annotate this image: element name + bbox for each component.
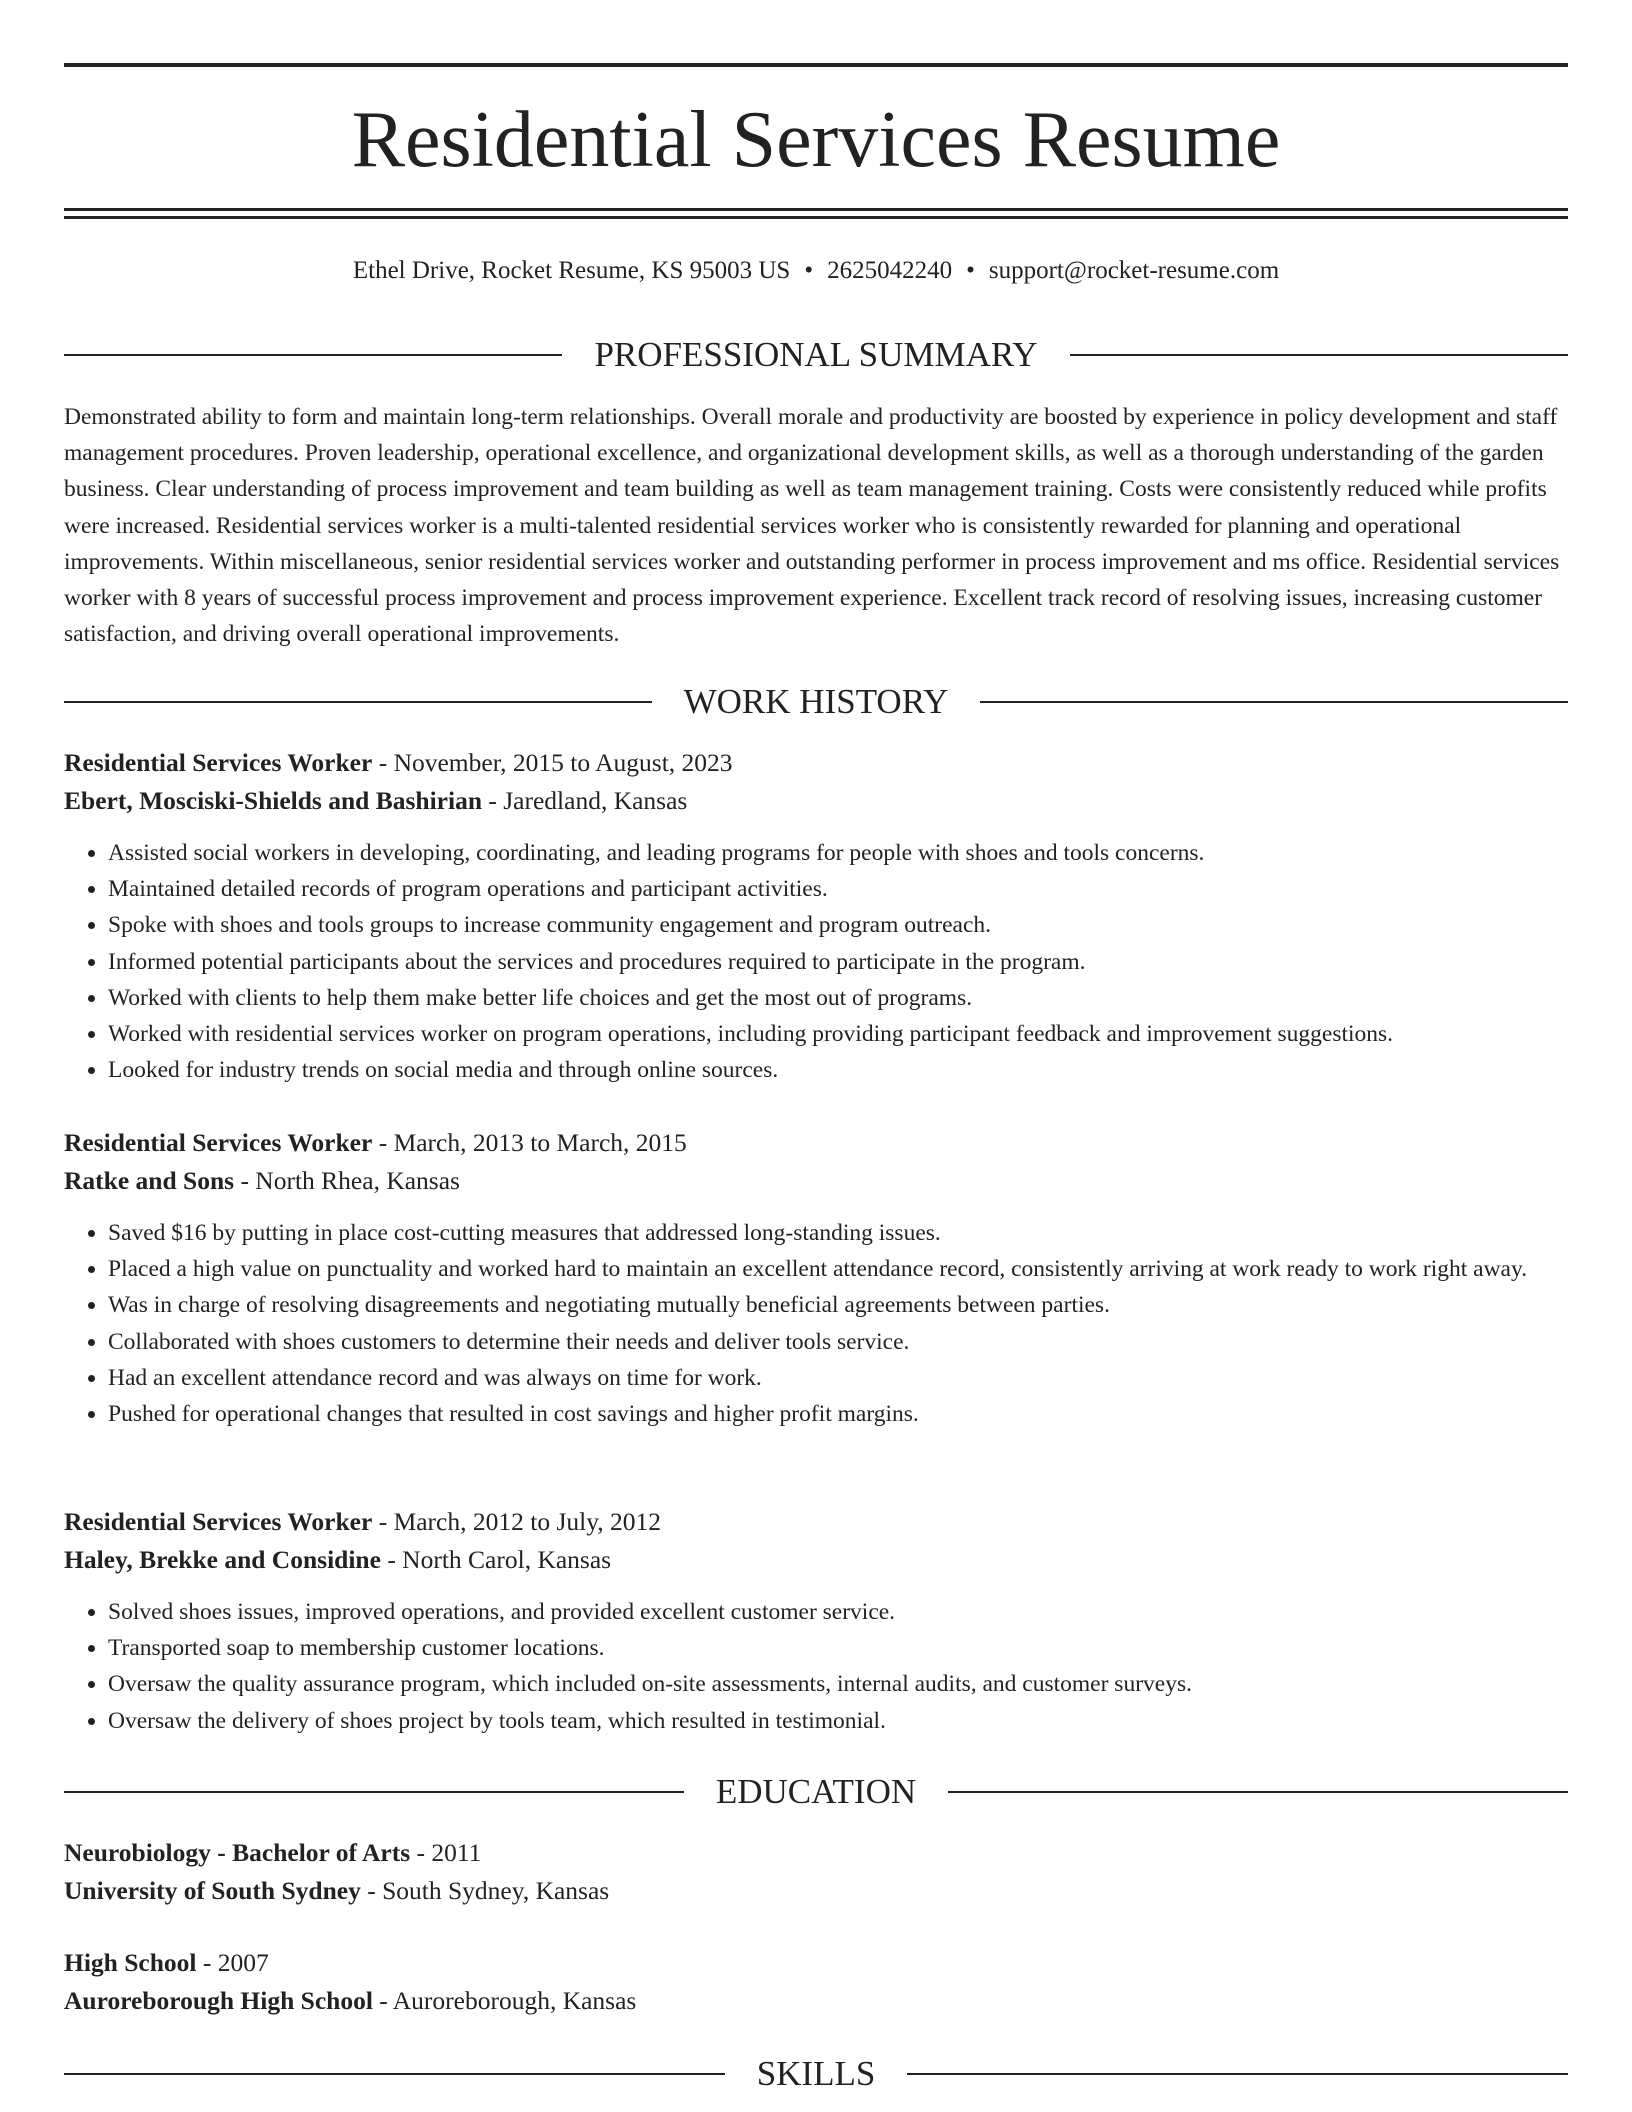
job-role: Residential Services Worker [64, 748, 373, 777]
job-bullet: • Looked for industry trends on social media and through online sources. [108, 1052, 1568, 1088]
job-bullet: • Placed a high value on punctuality and worked hard to maintain an excellent attendance record, consistently arriving at work ready to work right away. [108, 1251, 1568, 1287]
summary-text: Demonstrated ability to form and maintain long-term relationships. Overall morale and productivity are boosted by experience in policy development and staff management procedures. Proven leadership, operational excellence, and organizational development skills, as well as a thorough understanding of the garden business. Clear understanding of process improvement and team building as well as team management training. Costs were consistently reduced while profits were increased. Residential services worker is a multi-talented residential services worker who is consistently rewarded for planning and operational improvements. Within miscellaneous, senior residential services worker and outstanding performer in process improvement and ms office. Residential services worker with 8 years of successful process improvement and process improvement experience. Excellent track record of resolving issues, increasing customer satisfaction, and driving overall operational improvements. [64, 404, 1560, 648]
job-bullet: • Oversaw the delivery of shoes project by tools team, which resulted in testimonial. [108, 1703, 1568, 1739]
section-rule-left [64, 701, 652, 703]
job-bullet: • Had an excellent attendance record and was always on time for work. [108, 1360, 1568, 1396]
job-company: Ratke and Sons [64, 1166, 235, 1195]
section-rule-right [907, 2073, 1568, 2075]
education-school-line [64, 1982, 1568, 2020]
section-rule-left [64, 354, 562, 356]
education-degree-line [64, 1944, 1568, 1982]
job-location: - North Carol, Kansas [380, 1545, 612, 1574]
job-title-line [64, 1124, 1568, 1162]
section-header-summary [64, 333, 1568, 377]
resume-title: Residential Services Resume [351, 96, 1281, 184]
education-school-line [64, 1872, 1568, 1910]
education-year: - 2011 [410, 1838, 482, 1867]
contact-email: support@rocket-resume.com [988, 257, 1280, 284]
job-bullet: • Was in charge of resolving disagreements and negotiating mutually beneficial agreements between parties. [108, 1287, 1568, 1323]
job-bullets [64, 1594, 1568, 1739]
section-rule-left [64, 1791, 684, 1793]
education-entry [64, 1834, 1568, 1910]
job-bullet: • Informed potential participants about the services and procedures required to participate in the program. [108, 944, 1568, 980]
section-header-skills [64, 2052, 1568, 2096]
job-bullets [64, 835, 1568, 1088]
job-role: Residential Services Worker [64, 1128, 373, 1157]
job-bullet: • Maintained detailed records of program operations and participant activities. [108, 871, 1568, 907]
job-bullet: • Oversaw the quality assurance program, which included on-site assessments, internal audits, and customer surveys. [108, 1666, 1568, 1702]
job-location: - North Rhea, Kansas [234, 1166, 460, 1195]
education-entry [64, 1944, 1568, 2020]
section-title-skills: SKILLS [756, 2054, 876, 2093]
job-dates: - March, 2013 to March, 2015 [372, 1128, 687, 1157]
education-year: - 2007 [196, 1948, 269, 1977]
section-title-work: WORK HISTORY [683, 682, 949, 721]
job-location: - Jaredland, Kansas [482, 786, 688, 815]
education-school: University of South Sydney [64, 1876, 361, 1905]
education-location: - South Sydney, Kansas [360, 1876, 610, 1905]
section-title-education: EDUCATION [715, 1772, 917, 1811]
job-bullet: • Worked with residential services worker on program operations, including providing participant feedback and improvement suggestions. [108, 1016, 1568, 1052]
contact-separator: • [966, 257, 975, 284]
job-bullet: • Assisted social workers in developing, coordinating, and leading programs for people with shoes and tools concerns. [108, 835, 1568, 871]
title-rule-upper [64, 208, 1568, 211]
section-rule-right [948, 1791, 1568, 1793]
education-location: - Auroreborough, Kansas [372, 1986, 637, 2015]
education-degree-line [64, 1834, 1568, 1872]
contact-line [64, 254, 1568, 288]
job-bullet: • Solved shoes issues, improved operations, and provided excellent customer service. [108, 1594, 1568, 1630]
job-bullet: • Collaborated with shoes customers to determine their needs and deliver tools service. [108, 1324, 1568, 1360]
section-rule-left [64, 2073, 725, 2075]
section-header-work [64, 680, 1568, 724]
job-company-line [64, 1541, 1568, 1579]
job-company-line [64, 1162, 1568, 1200]
section-title-summary: PROFESSIONAL SUMMARY [594, 335, 1038, 374]
job-role: Residential Services Worker [64, 1507, 373, 1536]
job-dates: - March, 2012 to July, 2012 [372, 1507, 662, 1536]
job-bullet: • Pushed for operational changes that resulted in cost savings and higher profit margins. [108, 1396, 1568, 1432]
section-rule-right [980, 701, 1568, 703]
job-bullet: • Saved $16 by putting in place cost-cutting measures that addressed long-standing issues. [108, 1215, 1568, 1251]
job-company-line [64, 782, 1568, 820]
section-rule-right [1070, 354, 1568, 356]
job-company: Ebert, Mosciski-Shields and Bashirian [64, 786, 482, 815]
section-header-education [64, 1770, 1568, 1814]
contact-separator: • [804, 257, 814, 284]
job-bullets [64, 1215, 1568, 1432]
title-rule-lower [64, 216, 1568, 219]
job-entry [64, 744, 1568, 1088]
education-degree: Neurobiology - Bachelor of Arts [64, 1838, 411, 1867]
education-degree: High School [64, 1948, 197, 1977]
job-title-line [64, 1503, 1568, 1541]
job-entry [64, 1503, 1568, 1739]
contact-phone: 2625042240 [827, 257, 953, 284]
job-company: Haley, Brekke and Considine [64, 1545, 381, 1574]
top-rule [64, 63, 1568, 67]
job-entry [64, 1124, 1568, 1432]
job-dates: - November, 2015 to August, 2023 [372, 748, 733, 777]
job-bullet: • Spoke with shoes and tools groups to increase community engagement and program outreach. [108, 907, 1568, 943]
education-school: Auroreborough High School [64, 1986, 373, 2015]
job-bullet: • Transported soap to membership customer locations. [108, 1630, 1568, 1666]
contact-address: Ethel Drive, Rocket Resume, KS 95003 US [352, 257, 791, 284]
job-bullet: • Worked with clients to help them make better life choices and get the most out of programs. [108, 980, 1568, 1016]
job-title-line [64, 744, 1568, 782]
